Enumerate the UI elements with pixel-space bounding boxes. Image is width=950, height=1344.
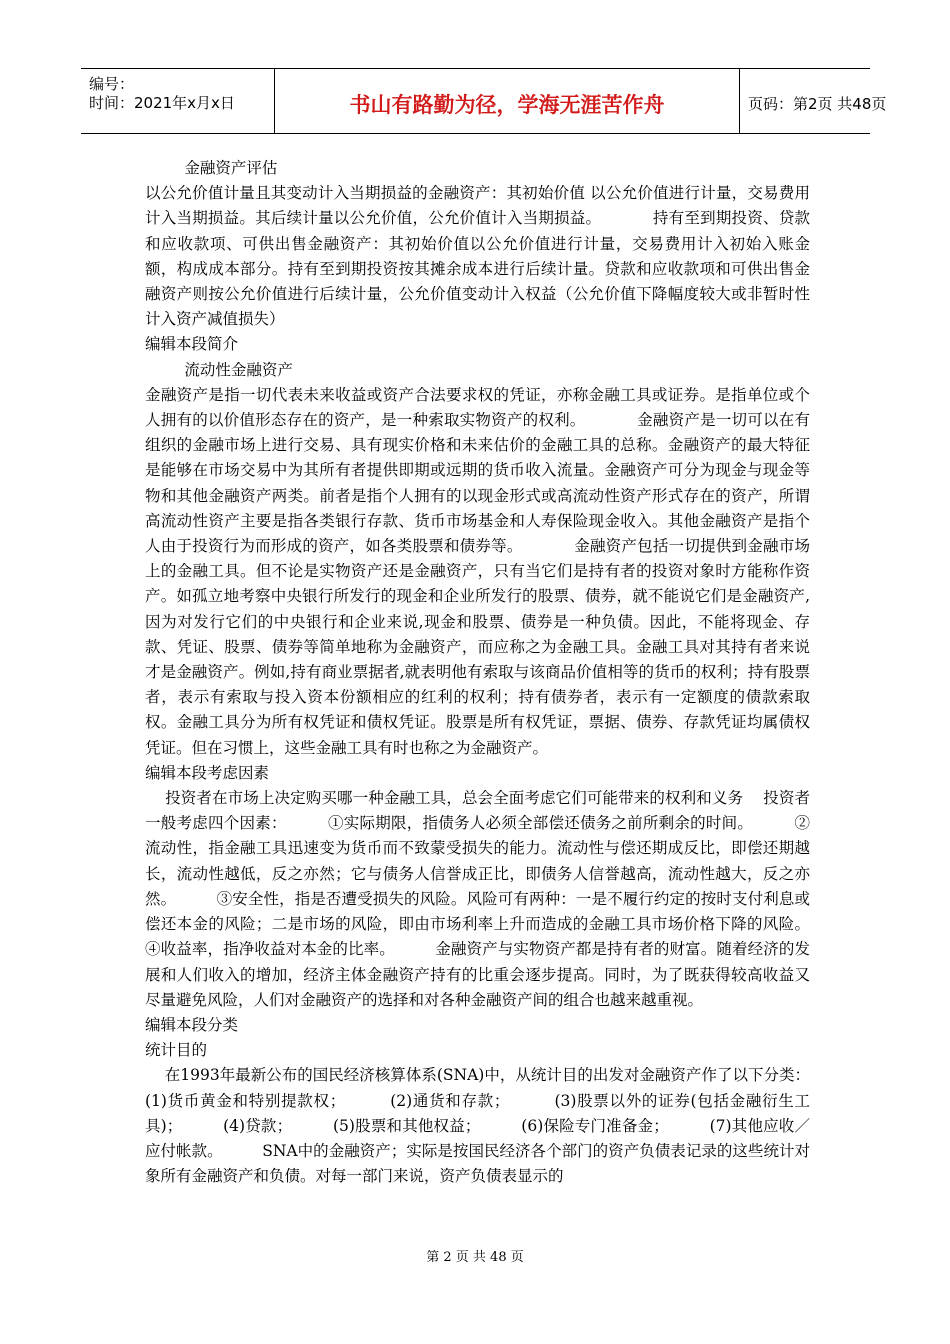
paragraph-intro: 金融资产是指一切代表未来收益或资产合法要求权的凭证，亦称金融工具或证券。是指单位或个人拥有的以价值形态存在的资产，是一种索取实物资产的权利。 金融资产是一切可以在有组织的金融市场上进行交易、具有现实价格和未来估价的金融工具的总称。金融资产的最大特征是能够在市场交易中为其所有者提供即期或远期的货币收入流量。金融资产可分为现金与现金等物和其他金融资产两类。前者是指个人拥有的以现金形式或高流动性资产形式存在的资产，所谓高流动性资产主要是指各类银行存款、货币市场基金和人寿保险现金收入。其他金融资产是指个人由于投资行为而形成的资产，如各类股票和债券等。 金融资产包括一切提供到金融市场上的金融工具。但不论是实物资产还是金融资产，只有当它们是持有者的投资对象时方能称作资产。如孤立地考察中央银行所发行的现金和企业所发行的股票、债券，就不能说它们是金融资产,因为对发行它们的中央银行和企业来说,现金和股票、债券是一种负债。因此，不能将现金、存款、凭证、股票、债券等简单地称为金融资产，而应称之为金融工具。金融工具对其持有者来说才是金融资产。例如,持有商业票据者,就表明他有索取与该商品价值相等的货币的权利；持有股票者，表示有索取与投入资本份额相应的红利的权利；持有债券者，表示有一定额度的债款索取权。金融工具分为所有权凭证和债权凭证。股票是所有权凭证，票据、债券、存款凭证均属债权凭证。但在习惯上，这些金融工具有时也称之为金融资产。	[145, 385, 810, 757]
subheading-liquid-assets: 流动性金融资产	[145, 360, 293, 379]
section-heading-evaluation: 金融资产评估	[145, 159, 278, 177]
section-heading-classification: 编辑本段分类	[145, 1015, 239, 1034]
document-number-label: 编号：	[89, 75, 135, 93]
subheading-statistical-purpose: 统计目的	[145, 1041, 208, 1060]
section-heading-factors: 编辑本段考虑因素	[145, 763, 270, 782]
section-heading-intro: 编辑本段简介	[145, 335, 239, 354]
header-info-cell	[81, 69, 275, 133]
paragraph-factors: 投资者在市场上决定购买哪一种金融工具，总会全面考虑它们可能带来的权利和义务 投资者一般考虑四个因素： ①实际期限，指债务人必须全部偿还债务之前所剩余的时间。 ②流动性，指金融工具迅速变为货币而不致蒙受损失的能力。流动性与偿还期成反比，即偿还期越长，流动性越低，反之亦然；它与债务人信誉成正比，即债务人信誉越高，流动性越大，反之亦然。 ③安全性，指是否遭受损失的风险。风险可有两种：一是不履行约定的按时支付利息或偿还本金的风险；二是市场的风险，即由市场利率上升而造成的金融工具市场价格下降的风险。 ④收益率，指净收益对本金的比率。 金融资产与实物资产都是持有者的财富。随着经济的发展和人们收入的增加，经济主体金融资产持有的比重会逐步提高。同时，为了既获得较高收益又尽量避免风险，人们对金融资产的选择和对各种金融资产间的组合也越来越重视。	[145, 789, 850, 1009]
document-body	[145, 156, 850, 1189]
document-date-label: 时间：2021年x月x日	[89, 94, 235, 112]
header-page-number: 页码：第2页 共48页	[748, 95, 887, 113]
page-header-table	[81, 68, 887, 134]
header-page-cell	[740, 69, 887, 133]
header-motto-cell	[275, 69, 740, 133]
paragraph-classification: 在1993年最新公布的国民经济核算体系(SNA)中，从统计目的出发对金融资产作了以下分类： (1)货币黄金和特别提款权； (2)通货和存款； (3)股票以外的证券(包括金融衍生工具)； (4)贷款； (5)股票和其他权益； (6)保险专门准备金； (7)其他应收／应付帐款。 SNA中的金融资产；实际是按国民经济各个部门的资产负债表记录的这些统计对象所有金融资产和负债。对每一部门来说，资产负债表显示的	[145, 1066, 850, 1186]
page-footer: 第 2 页 共 48 页	[426, 1250, 524, 1265]
header-motto: 书山有路勤为径，学海无涯苦作舟	[349, 93, 665, 117]
paragraph-evaluation: 以公允价值计量且其变动计入当期损益的金融资产：其初始价值 以公允价值进行计量，交易费用计入当期损益。其后续计量以公允价值，公允价值计入当期损益。 持有至到期投资、贷款和应收款项、可供出售金融资产：其初始价值以公允价值进行计量，交易费用计入初始入账金额，构成成本部分。持有至到期投资按其摊余成本进行后续计量。贷款和应收款项和可供出售金融资产则按公允价值进行后续计量，公允价值变动计入权益（公允价值下降幅度较大或非暂时性计入资产减值损失）	[145, 184, 810, 329]
